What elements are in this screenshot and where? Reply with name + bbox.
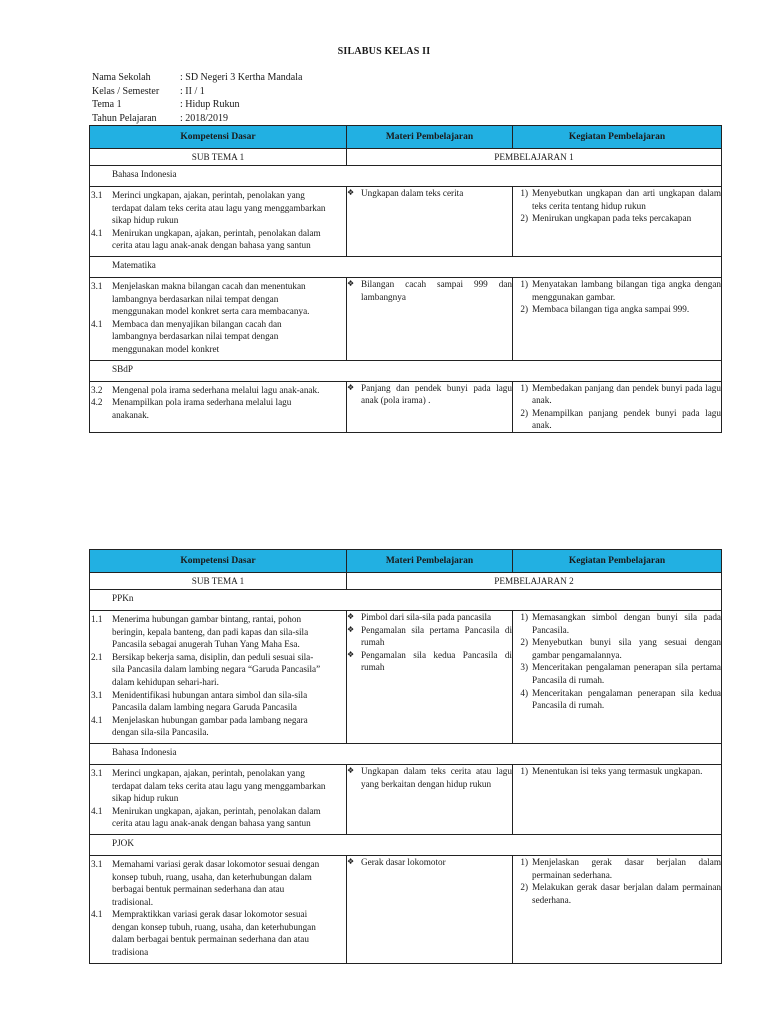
kd-block	[90, 187, 346, 256]
kd-text	[112, 767, 343, 830]
kegiatan-cell	[513, 611, 722, 744]
kd-block	[90, 856, 346, 963]
kd-number: 3.1	[91, 767, 103, 778]
kd-block	[90, 382, 346, 426]
materi-item	[347, 278, 512, 303]
materi-text: Ungkapan dalam teks cerita	[361, 188, 464, 198]
materi-cell	[347, 381, 513, 432]
materi-cell	[347, 611, 513, 744]
kompetensi-dasar-cell	[90, 855, 347, 963]
kegiatan-item	[513, 611, 721, 636]
materi-item	[347, 624, 512, 649]
materi-item	[347, 649, 512, 674]
meta-row	[92, 98, 302, 112]
materi-item	[347, 382, 512, 407]
kd-line: berbagai bentuk permainan sederhana dan atau	[112, 884, 285, 895]
kd-number	[91, 638, 112, 651]
kd-number	[91, 701, 112, 714]
kegiatan-item	[513, 636, 721, 661]
meta-label: Tema 1	[92, 99, 122, 110]
subject-name: Matematika	[90, 256, 722, 277]
kd-number: 3.1	[91, 280, 103, 291]
subject-name: SBdP	[90, 360, 722, 381]
subject-name: Bahasa Indonesia	[90, 166, 722, 187]
kegiatan-number: 1)	[520, 278, 528, 289]
kd-number	[91, 663, 112, 676]
kegiatan-text: Menampilkan panjang pendek bunyi pada lagu anak.	[532, 407, 721, 431]
kd-line: Merinci ungkapan, ajakan, perintah, penolakan yang	[112, 767, 305, 778]
kegiatan-cell	[513, 187, 722, 257]
kegiatan-item	[513, 407, 721, 432]
kegiatan-number: 1)	[520, 382, 528, 393]
kd-line: cerita atau lagu anak-anak dengan bahasa yang santun	[112, 818, 311, 829]
kd-line: tradisional.	[112, 896, 154, 907]
kd-number: 4.1	[91, 227, 103, 238]
kd-block	[90, 611, 346, 743]
kd-line: lambangnya berdasarkan nilai tempat dengan	[112, 331, 279, 342]
meta-value: : Hidup Rukun	[180, 99, 240, 110]
kd-line: Pancasila dalam lambing negara Garuda Pancasila	[112, 702, 297, 713]
kd-block	[90, 278, 346, 360]
kd-number	[91, 214, 112, 227]
kd-number	[91, 896, 112, 909]
kd-line: konsep tubuh, ruang, usaha, dan keterhubungan dalam	[112, 871, 312, 882]
kd-numbers	[90, 384, 112, 422]
kd-number: 4.1	[91, 909, 103, 920]
document-title: SILABUS KELAS II	[337, 46, 431, 57]
kegiatan-number: 1)	[520, 612, 528, 622]
meta-row	[92, 112, 302, 126]
content-row	[90, 187, 722, 257]
kd-line: menggunakan model konkret serta cara membacanya.	[112, 306, 310, 317]
kd-number	[91, 676, 112, 689]
kd-numbers	[90, 189, 112, 252]
meta-label: Nama Sekolah	[92, 72, 151, 83]
subject-row	[90, 743, 722, 764]
kegiatan-item	[513, 303, 721, 316]
diamond-bullet-icon: ❖	[347, 856, 355, 866]
materi-text: Pimbol dari sila-sila pada pancasila	[361, 612, 492, 622]
kd-line: menggunakan model konkret	[112, 343, 220, 354]
meta-row	[92, 71, 302, 85]
kegiatan-text: Membedakan panjang dan pendek bunyi pada lagu anak.	[532, 382, 721, 406]
kegiatan-text: Menceritakan pengalaman penerapan sila kedua Pancasila di rumah.	[532, 687, 721, 711]
kompetensi-dasar-cell	[90, 277, 347, 360]
kegiatan-text: Memasangkan simbol dengan bunyi sila pada Pancasila.	[532, 612, 721, 635]
column-header: Kompetensi Dasar	[90, 550, 347, 573]
kegiatan-number: 4)	[520, 687, 528, 698]
kd-line: sikap hidup rukun	[112, 793, 179, 804]
kd-line: Mengenal pola irama sederhana melalui lagu anak-anak.	[112, 384, 320, 395]
materi-cell	[347, 187, 513, 257]
kegiatan-item	[513, 661, 721, 686]
kd-number	[91, 305, 112, 318]
kompetensi-dasar-cell	[90, 764, 347, 834]
kd-number	[91, 792, 112, 805]
kd-number: 3.1	[91, 689, 103, 700]
header-row	[90, 550, 722, 573]
kegiatan-text: Menyatakan lambang bilangan tiga angka dengan menggunakan gambar.	[532, 278, 721, 302]
content-row	[90, 764, 722, 834]
kd-line: dengan sila-sila Pancasila.	[112, 727, 209, 738]
kd-text	[112, 384, 343, 422]
materi-text: Pengamalan sila kedua Pancasila di rumah	[361, 649, 512, 673]
diamond-bullet-icon: ❖	[347, 278, 355, 288]
diamond-bullet-icon: ❖	[347, 612, 355, 621]
syllabus-table-2	[89, 549, 722, 964]
kd-line: Bersikap bekerja sama, disiplin, dan peduli sesuai sila-	[112, 651, 314, 662]
kd-line: Merinci ungkapan, ajakan, perintah, penolakan yang	[112, 190, 305, 200]
kegiatan-number: 1)	[520, 188, 528, 198]
kegiatan-cell	[513, 381, 722, 432]
kegiatan-item	[513, 382, 721, 407]
kd-number: 1.1	[91, 614, 103, 624]
kd-text	[112, 189, 343, 252]
column-header: Kompetensi Dasar	[90, 126, 347, 149]
kd-line: Menampilkan pola irama sederhana melalui lagu	[112, 397, 292, 408]
kegiatan-number: 2)	[520, 637, 528, 648]
content-row	[90, 381, 722, 432]
subject-row	[90, 834, 722, 855]
materi-text: Gerak dasar lokomotor	[361, 856, 446, 867]
meta-value: : SD Negeri 3 Kertha Mandala	[180, 72, 303, 83]
kd-line: cerita atau lagu anak-anak dengan bahasa yang santun	[112, 240, 311, 251]
kd-line: Membaca dan menyajikan bilangan cacah dan	[112, 318, 282, 329]
subject-name: PPKn	[90, 590, 722, 611]
kegiatan-item	[513, 881, 721, 906]
sub-tema-label: SUB TEMA 1	[90, 573, 347, 590]
kd-line: beringin, kepala banteng, dan padi kapas dan sila-sila	[112, 626, 309, 637]
subject-row	[90, 256, 722, 277]
kd-number: 2.1	[91, 651, 103, 662]
kd-line: Memahami variasi gerak dasar lokomotor sesuai dengan	[112, 858, 320, 869]
pembelajaran-label: PEMBELAJARAN 1	[347, 149, 722, 166]
materi-text: Panjang dan pendek bunyi pada lagu anak (pola irama) .	[361, 382, 512, 406]
kd-line: sikap hidup rukun	[112, 215, 179, 226]
meta-label: Kelas / Semester	[92, 85, 160, 97]
kd-numbers	[90, 613, 112, 739]
kegiatan-item	[513, 856, 721, 881]
subject-row	[90, 166, 722, 187]
kd-line: Pancasila sebagai anugerah Tuhan Yang Maha Esa.	[112, 639, 300, 650]
kd-line: Menirukan ungkapan, ajakan, perintah, penolakan dalam	[112, 805, 321, 816]
kd-number	[91, 626, 112, 639]
kd-number: 3.1	[91, 858, 103, 869]
kd-numbers	[90, 858, 112, 959]
materi-cell	[347, 764, 513, 834]
materi-item	[347, 856, 512, 869]
content-row	[90, 855, 722, 963]
kd-number: 4.1	[91, 318, 103, 329]
kegiatan-item	[513, 687, 721, 712]
kd-number	[91, 202, 112, 215]
kd-line: Menerima hubungan gambar bintang, rantai, pohon	[112, 614, 302, 624]
diamond-bullet-icon: ❖	[347, 649, 355, 659]
kompetensi-dasar-cell	[90, 381, 347, 432]
materi-item	[347, 765, 512, 790]
subtema-row	[90, 149, 722, 166]
kegiatan-item	[513, 765, 721, 778]
kegiatan-item	[513, 212, 721, 225]
kd-number: 3.2	[91, 384, 103, 395]
kegiatan-cell	[513, 764, 722, 834]
diamond-bullet-icon: ❖	[347, 765, 355, 775]
kegiatan-number: 2)	[520, 304, 528, 315]
materi-item	[347, 611, 512, 624]
subject-row	[90, 590, 722, 611]
kegiatan-number: 1)	[520, 765, 528, 776]
kd-number	[91, 293, 112, 306]
kd-line: Mempraktikkan variasi gerak dasar lokomotor sesuai	[112, 909, 308, 920]
kd-number: 4.1	[91, 714, 103, 725]
kd-numbers	[90, 767, 112, 830]
kd-text	[112, 858, 343, 959]
kd-line: dengan konsep tubuh, ruang, usaha, dan keterhubungan	[112, 921, 316, 932]
kompetensi-dasar-cell	[90, 187, 347, 257]
diamond-bullet-icon: ❖	[347, 188, 355, 197]
kd-line: dalam berbagai bentuk permainan sederhana dan atau	[112, 934, 309, 945]
kd-line: tradisiona	[112, 947, 149, 958]
column-header: Materi Pembelajaran	[347, 126, 513, 149]
content-row	[90, 611, 722, 744]
kegiatan-number: 3)	[520, 662, 528, 673]
kd-line: Menjelaskan hubungan gambar pada lambang negara	[112, 714, 308, 725]
kd-text	[112, 613, 343, 739]
materi-text: Pengamalan sila pertama Pancasila di rumah	[361, 624, 512, 648]
kd-number: 3.1	[91, 190, 103, 200]
header-row	[90, 126, 722, 149]
kompetensi-dasar-cell	[90, 611, 347, 744]
kd-number	[91, 883, 112, 896]
kd-line: Menirukan ungkapan, ajakan, perintah, penolakan dalam	[112, 227, 321, 238]
materi-item	[347, 187, 512, 200]
subject-name: PJOK	[90, 834, 722, 855]
kd-line: anakanak.	[112, 409, 149, 420]
kegiatan-cell	[513, 277, 722, 360]
materi-cell	[347, 277, 513, 360]
kd-number: 4.1	[91, 805, 103, 816]
kegiatan-number: 2)	[520, 213, 528, 224]
kegiatan-number: 2)	[520, 882, 528, 893]
column-header: Materi Pembelajaran	[347, 550, 513, 573]
kd-number	[91, 871, 112, 884]
kegiatan-text: Menyebutkan ungkapan dan arti ungkapan dalam teks cerita tentang hidup rukun	[532, 188, 721, 211]
kegiatan-text: Menyebutkan bunyi sila yang sesuai dengan gambar pengamalannya.	[532, 637, 721, 660]
content-row	[90, 277, 722, 360]
subject-row	[90, 360, 722, 381]
subtema-row	[90, 573, 722, 590]
materi-text: Bilangan cacah sampai 999 dan lambangnya	[361, 278, 512, 302]
kegiatan-text: Membaca bilangan tiga angka sampai 999.	[532, 304, 690, 315]
kegiatan-text: Melakukan gerak dasar berjalan dalam permainan sederhana.	[532, 882, 721, 905]
kd-line: Menjelaskan makna bilangan cacah dan menentukan	[112, 280, 306, 291]
meta-row	[92, 85, 302, 99]
kegiatan-item	[513, 187, 721, 212]
meta-value: : II / 1	[180, 85, 205, 97]
kd-text	[112, 280, 343, 356]
meta-label: Tahun Pelajaran	[92, 112, 157, 124]
kd-line: terdapat dalam teks cerita atau lagu yang menggambarkan	[112, 202, 326, 213]
school-info	[92, 71, 302, 125]
column-header: Kegiatan Pembelajaran	[513, 550, 722, 573]
kegiatan-text: Menirukan ungkapan pada teks percakapan	[532, 213, 692, 224]
kd-line: lambangnya berdasarkan nilai tempat dengan	[112, 293, 279, 304]
kd-numbers	[90, 280, 112, 356]
column-header: Kegiatan Pembelajaran	[513, 126, 722, 149]
kd-number	[91, 780, 112, 793]
kd-line: Menidentifikasi hubungan antara simbol dan sila-sila	[112, 689, 308, 700]
sub-tema-label: SUB TEMA 1	[90, 149, 347, 166]
kd-block	[90, 765, 346, 834]
kegiatan-cell	[513, 855, 722, 963]
materi-cell	[347, 855, 513, 963]
subject-name: Bahasa Indonesia	[90, 743, 722, 764]
kd-number: 4.2	[91, 397, 103, 408]
diamond-bullet-icon: ❖	[347, 624, 355, 634]
diamond-bullet-icon: ❖	[347, 382, 355, 392]
syllabus-table-1	[89, 125, 722, 433]
kegiatan-text: Menjelaskan gerak dasar berjalan dalam permainan sederhana.	[532, 856, 721, 880]
materi-text: Ungkapan dalam teks cerita atau lagu yang berkaitan dengan hidup rukun	[361, 765, 512, 789]
kd-line: sila Pancasila dalam lambing negara “Garuda Pancasila”	[112, 664, 321, 675]
kegiatan-item	[513, 278, 721, 303]
meta-value: : 2018/2019	[180, 112, 229, 124]
kegiatan-number: 1)	[520, 856, 528, 867]
kegiatan-text: Menceritakan pengalaman penerapan sila pertama Pancasila di rumah.	[532, 662, 721, 685]
kd-line: dalam kehidupan sehari-hari.	[112, 676, 219, 687]
kegiatan-text: Menentukan isi teks yang termasuk ungkapan.	[532, 765, 703, 776]
kegiatan-number: 2)	[520, 407, 528, 418]
kd-line: terdapat dalam teks cerita atau lagu yang menggambarkan	[112, 780, 326, 791]
pembelajaran-label: PEMBELAJARAN 2	[347, 573, 722, 590]
